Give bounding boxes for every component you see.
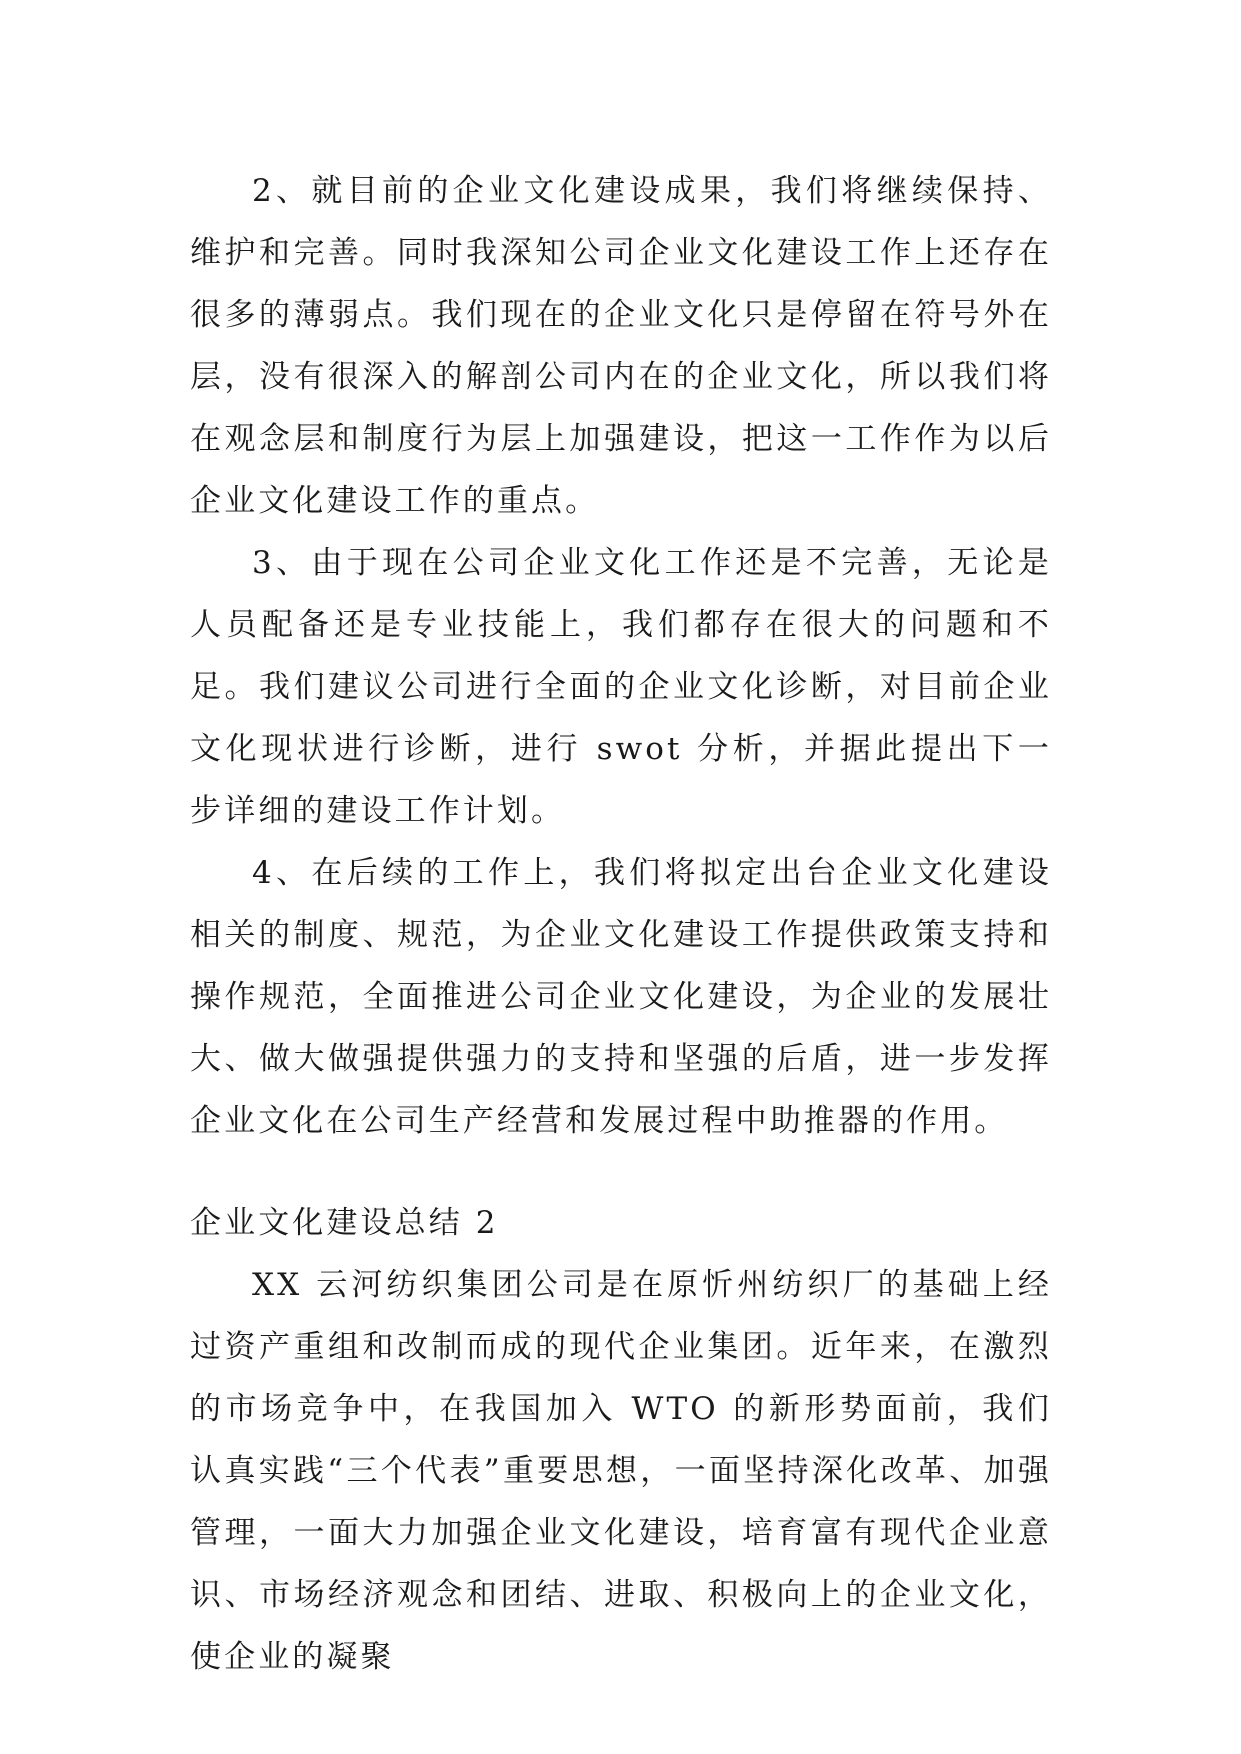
paragraph-section-2-intro: XX 云河纺织集团公司是在原忻州纺织厂的基础上经过资产重组和改制而成的现代企业集团。近年来，在激烈的市场竞争中，在我国加入 WTO 的新形势面前，我们认真实践“三个代表”重要思想，一面坚持深化改革、加强管理，一面大力加强企业文化建设，培育富有现代企业意识、市场经济观念和团结、进取、积极向上的企业文化，使企业的凝聚: [190, 1267, 1052, 1675]
section-heading: 企业文化建设总结 2: [190, 1205, 499, 1241]
paragraph-item-4: 4、在后续的工作上，我们将拟定出台企业文化建设相关的制度、规范，为企业文化建设工作提供政策支持和操作规范，全面推进公司企业文化建设，为企业的发展壮大、做大做强提供强力的支持和坚强的后盾，进一步发挥企业文化在公司生产经营和发展过程中助推器的作用。: [190, 855, 1052, 1139]
paragraph-item-3: 3、由于现在公司企业文化工作还是不完善，无论是人员配备还是专业技能上，我们都存在很大的问题和不足。我们建议公司进行全面的企业文化诊断，对目前企业文化现状进行诊断，进行 swot 分析，并据此提出下一步详细的建设工作计划。: [190, 545, 1052, 829]
paragraph-item-2: 2、就目前的企业文化建设成果，我们将继续保持、维护和完善。同时我深知公司企业文化建设工作上还存在很多的薄弱点。我们现在的企业文化只是停留在符号外在层，没有很深入的解剖公司内在的企业文化，所以我们将在观念层和制度行为层上加强建设，把这一工作作为以后企业文化建设工作的重点。: [190, 173, 1052, 519]
document-body: [190, 160, 1052, 1688]
